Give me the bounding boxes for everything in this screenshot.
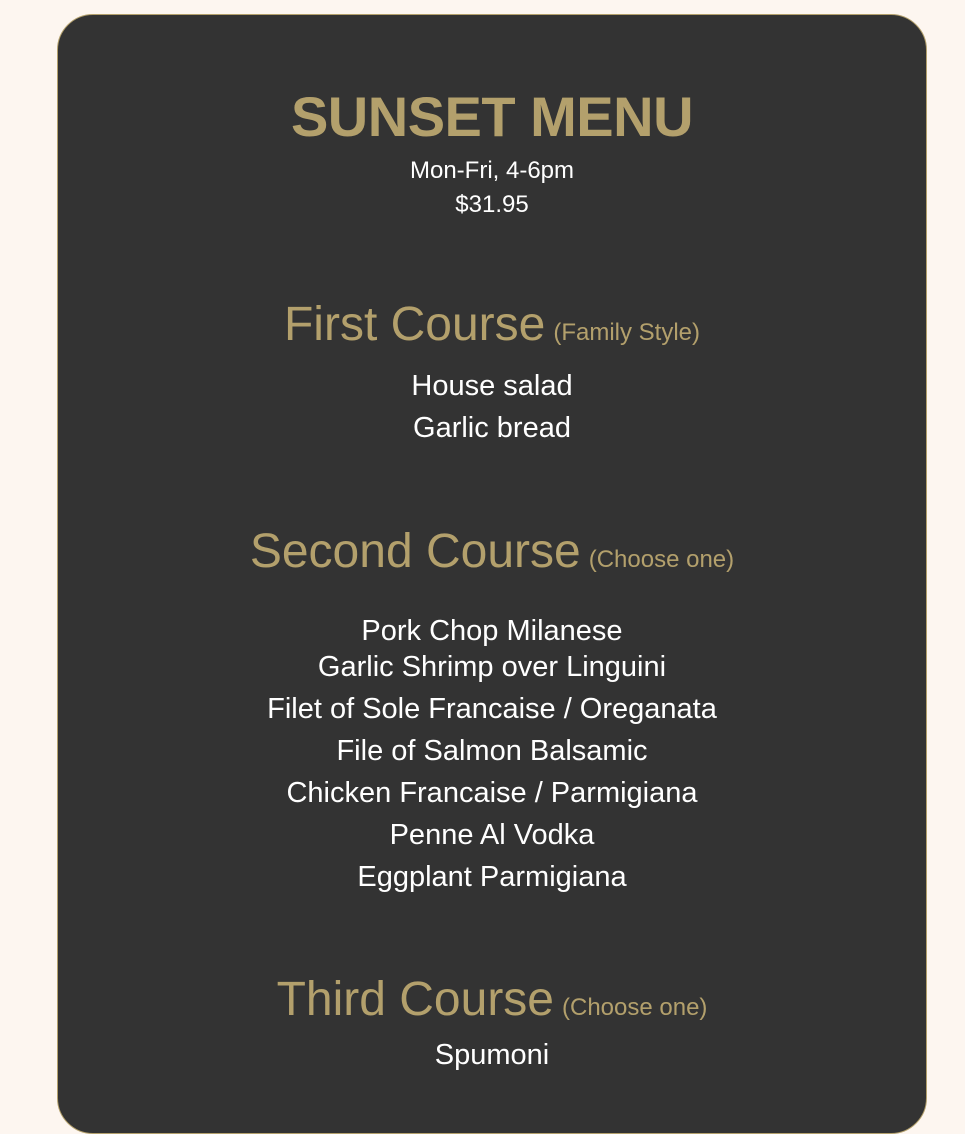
menu-title: SUNSET MENU	[290, 85, 694, 148]
menu-item: Filet of Sole Francaise / Oreganata	[267, 693, 717, 725]
menu-item: Pork Chop Milanese	[361, 615, 623, 647]
course-name: Second Course	[249, 525, 581, 578]
second-course-heading	[58, 524, 926, 591]
menu-item: House salad	[411, 370, 573, 402]
menu-item: Chicken Francaise / Parmigiana	[286, 777, 698, 809]
menu-card	[57, 14, 927, 1134]
course-note: (Family Style)	[553, 319, 701, 346]
course-note: (Choose one)	[562, 994, 708, 1021]
course-name: First Course	[283, 298, 546, 351]
menu-item: Spumoni	[434, 1039, 550, 1071]
menu-schedule: Mon-Fri, 4-6pm	[409, 157, 575, 184]
third-course-heading	[58, 972, 926, 1039]
menu-item: Eggplant Parmigiana	[357, 861, 627, 893]
menu-price: $31.95	[455, 191, 529, 218]
first-course-heading	[58, 297, 926, 364]
menu-item: Garlic Shrimp over Linguini	[317, 651, 667, 683]
menu-item: Garlic bread	[413, 412, 571, 444]
menu-item: Penne Al Vodka	[389, 819, 595, 851]
course-note: (Choose one)	[588, 546, 735, 573]
course-name: Third Course	[276, 973, 554, 1026]
menu-item: File of Salmon Balsamic	[336, 735, 648, 767]
